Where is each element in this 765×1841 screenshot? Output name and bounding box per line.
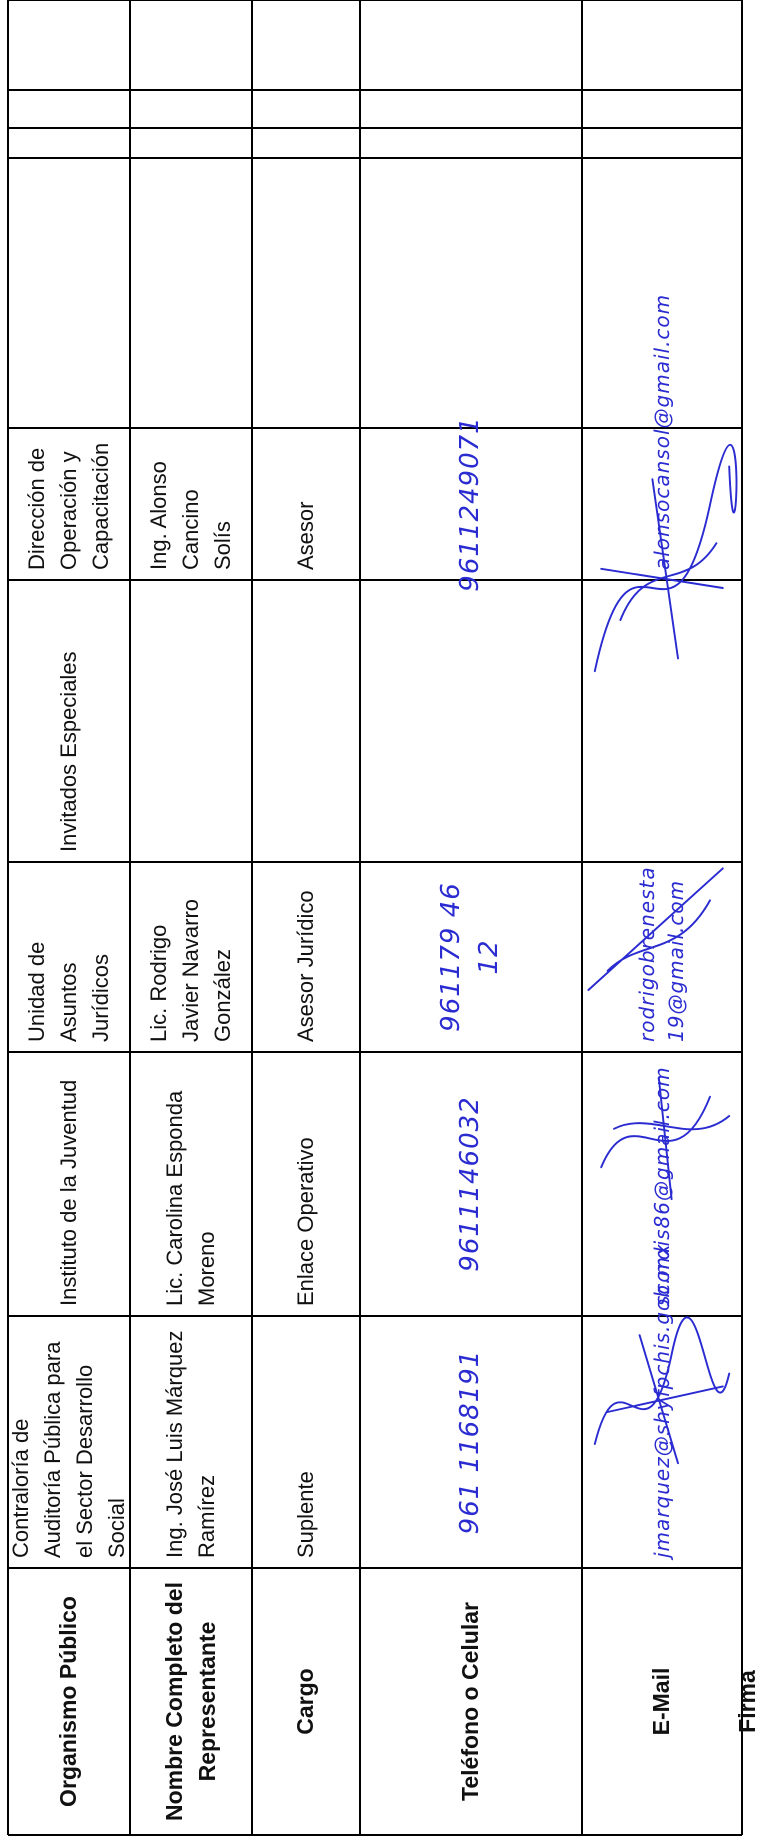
- cell-organismo: [8, 1316, 130, 1568]
- cell-telefono-text: 961179 46 12: [436, 882, 504, 1032]
- section-label-text: Invitados Especiales: [56, 651, 82, 852]
- header-firma-text: Firma: [734, 1670, 761, 1733]
- cell-email-text: scordis86@gmail.com: [649, 1066, 674, 1306]
- signature-stroke: [595, 445, 737, 671]
- cell-email-text: alonsocansol@gmail.com: [649, 293, 674, 570]
- cell-telefono: [360, 1052, 582, 1316]
- cell-organismo-text: Contraloría de Auditoría Pública para el Sector Desarrollo Social: [8, 1341, 129, 1558]
- header-organismo-text: Organismo Público: [55, 1596, 82, 1807]
- cell-cargo: [252, 862, 360, 1052]
- cell-telefono: [360, 416, 582, 592]
- header-email: [582, 1568, 742, 1835]
- cell-nombre-text: Lic. Rodrigo Javier Navarro González: [146, 898, 235, 1042]
- cell-organismo-text: Unidad de Asuntos Jurídicos: [24, 941, 113, 1042]
- cell-cargo: [252, 1316, 360, 1568]
- header-organismo: [8, 1568, 130, 1835]
- header-nombre-text: Nombre Completo del Representante: [160, 1582, 220, 1821]
- header-cargo: [252, 1568, 360, 1835]
- signature-stroke: [588, 868, 722, 990]
- cell-cargo: [252, 428, 360, 580]
- cell-nombre: [130, 428, 252, 580]
- signature-4: [582, 428, 742, 862]
- signature-stroke: [601, 1078, 729, 1200]
- cell-telefono: [360, 1316, 582, 1568]
- cell-organismo-text: Dirección de Operación y Capacitación: [24, 442, 113, 570]
- cell-nombre: [130, 1052, 252, 1316]
- cell-nombre-text: Ing. José Luis Márquez Ramírez: [162, 1330, 219, 1558]
- header-cargo-text: Cargo: [292, 1668, 319, 1735]
- cell-nombre-text: Lic. Carolina Esponda Moreno: [162, 1090, 219, 1306]
- header-telefono: [360, 1568, 582, 1835]
- cell-nombre: [130, 862, 252, 1052]
- cell-cargo-text: Suplente: [293, 1471, 319, 1558]
- cell-nombre: [130, 1316, 252, 1568]
- section-label: [8, 580, 130, 862]
- cell-cargo: [252, 1052, 360, 1316]
- cell-organismo: [8, 1052, 130, 1316]
- cell-telefono: [360, 862, 582, 1052]
- signature-stroke: [595, 1317, 729, 1463]
- cell-email-text: rodrigobrenesta 19@gmail.com: [635, 866, 688, 1042]
- cell-telefono-text: 9611249071: [455, 416, 486, 592]
- header-nombre: [130, 1568, 252, 1835]
- cell-email-text: jmarquez@shyfpchis.gob.mx: [649, 1243, 674, 1558]
- signature-2: [582, 1052, 742, 1316]
- header-email-text: E-Mail: [648, 1667, 675, 1736]
- header-firma: [734, 1568, 761, 1835]
- cell-cargo-text: Asesor Jurídico: [293, 890, 319, 1042]
- header-telefono-text: Teléfono o Celular: [457, 1602, 484, 1801]
- cell-organismo: [8, 862, 130, 1052]
- cell-cargo-text: Asesor: [293, 501, 319, 570]
- signature-3: [582, 862, 742, 1052]
- cell-organismo: [8, 428, 130, 580]
- signature-1: [582, 1316, 742, 1568]
- cell-nombre-text: Ing. Alonso Cancino Solís: [146, 461, 235, 570]
- cell-telefono-text: 9611146032: [455, 1096, 486, 1272]
- cell-organismo-text: Instituto de la Juventud: [56, 1079, 82, 1306]
- cell-cargo-text: Enlace Operativo: [293, 1137, 319, 1306]
- cell-telefono-text: 961 1168191: [455, 1349, 486, 1535]
